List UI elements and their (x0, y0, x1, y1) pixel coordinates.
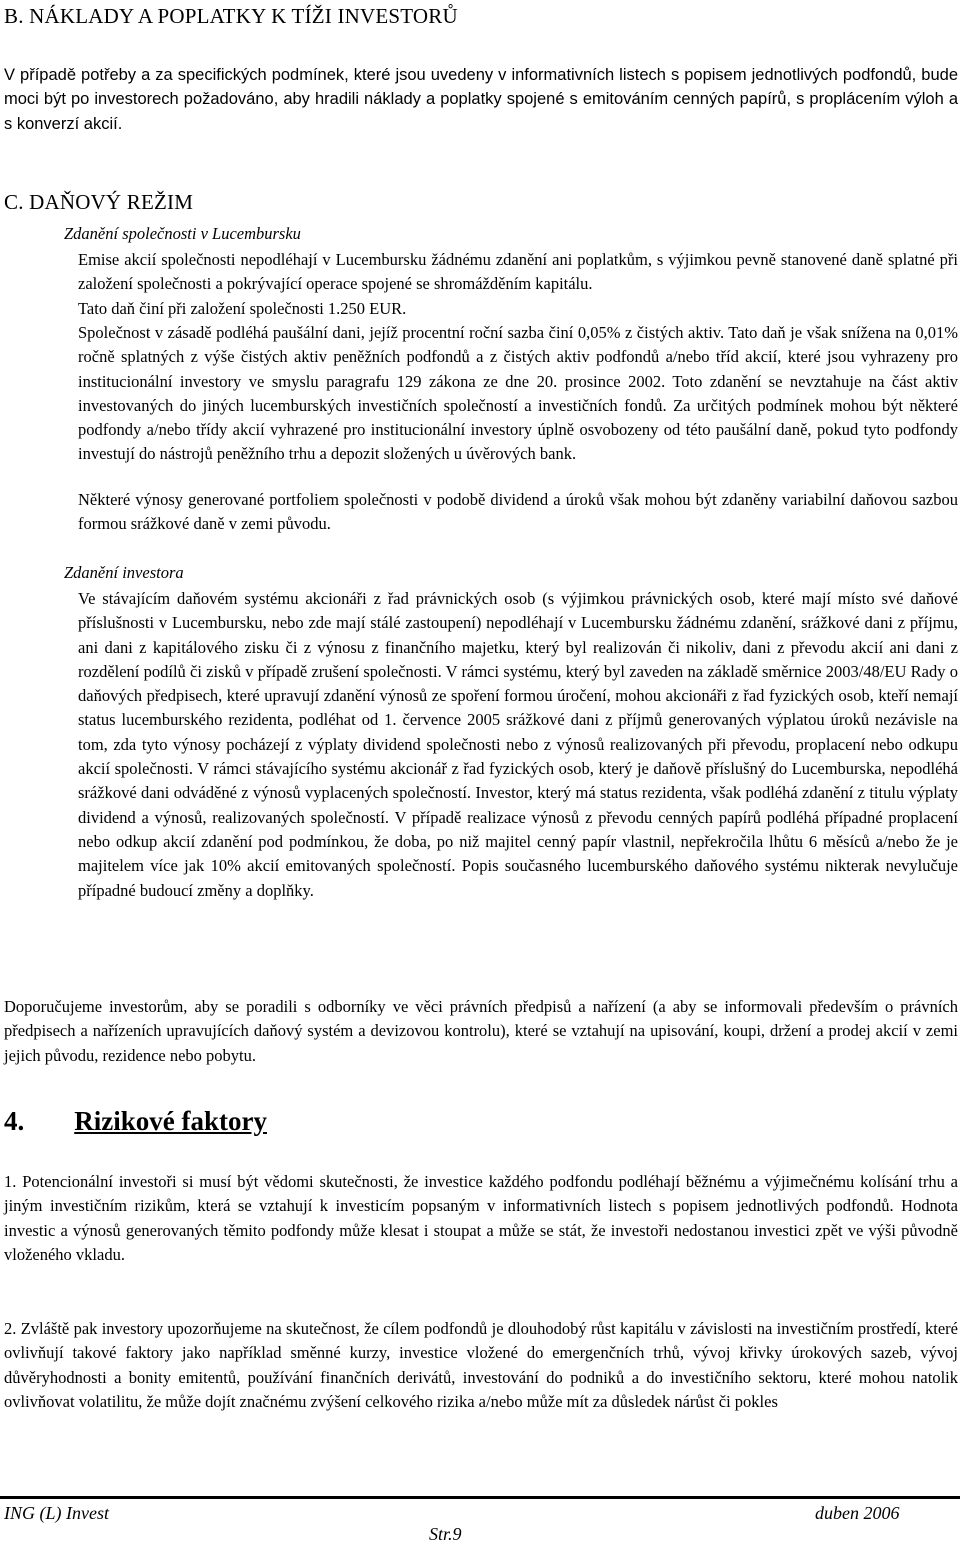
company-tax-subheading: Zdanění společnosti v Lucembursku (64, 224, 301, 243)
investor-tax-paragraph: Ve stávajícím daňovém systému akcionáři z řad právnických osob (s výjimkou právnických osob, které mají místo své daňové příslušnosti v Lucembursku, nebo zde mají stálé zastoupení) nepodléhají v Lucembursku žádnému zdanění, srážkové dani z příjmu, ani dani z kapitálového zisku či z výnosu z finančního majetku, který byl realizován či nikoliv, dani z převodu akcií ani dani z rozdělení podílů či zisků v případě zrušení společnosti. V rámci systému, který byl zaveden na základě směrnice 2003/48/EU Rady o daňových předpisech, které upravují zdanění výnosů ze spoření formou úročení, mohou akcionáři z řad fyzických osob, kteří nemají status lucemburského rezidenta, podléhat od 1. července 2005 srážkové dani z příjmů generovaných výplatou úroků nezávisle na tom, zda tyto výnosy pocházejí z výplaty dividend společnosti nebo z výnosů realizovaných při převodu, proplacení nebo odkupu akcií společnosti. V rámci stávajícího systému akcionář z řad fyzických osob, který je daňově příslušný do Lucemburska, nepodléhá srážkové dani odváděné z výnosů vyplacených společností. Investor, který má status rezidenta, však podléhá zdanění z titulu výplaty dividend a výnosů, realizovaných společností. V případě realizace výnosů z převodu cenných papírů podléhá případné proplacení nebo odkup akcií zdanění pod podmínkou, že doba, po niž majitel cenný papír vlastnil, nepřekročila lhůtu 6 měsíců a/nebo že je majitelem více jak 10% akcií emitovaných společností. Popis současného lucemburského daňového systému nikterak nevylučuje případné budoucí změny a doplňky. (78, 589, 958, 900)
investor-tax-subheading: Zdanění investora (64, 563, 184, 582)
section-4-heading (4, 1106, 267, 1137)
section-b-text: V případě potřeby a za specifických podmínek, které jsou uvedeny v informativních listech s popisem jednotlivých podfondů, bude moci být po investorech požadováno, aby hradili náklady a poplatky spojené s emitováním cenných papírů, s proplácením výloh a s konverzí akcií. (4, 66, 958, 133)
section-c-heading: C. DAŇOVÝ REŽIM (4, 190, 194, 214)
section-b-heading: B. NÁKLADY A POPLATKY K TÍŽI INVESTORŮ (4, 4, 458, 28)
risk-item-2: 2. Zvláště pak investory upozorňujeme na skutečnost, že cílem podfondů je dlouhodobý růst kapitálu v závislosti na investičním prostředí, které ovlivňují takové faktory jako například směnné kurzy, investice vložené do emergenčních trhů, vývoj křivky úrokových sazeb, vývoj důvěryhodnosti a bonity emitentů, používání finančních derivátů, investování do podniků a do investičního sektoru, které mohou natolik ovlivňovat volatilitu, že může dojít značnému zvýšení celkového rizika a/nebo může mít za důsledek nárůst či pokles (4, 1319, 958, 1411)
recommendation-paragraph: Doporučujeme investorům, aby se poradili s odborníky ve věci právních předpisů a nařízení (a aby se informovali především o právních předpisech a nařízeních upravujících daňový systém a devizovou kontrolu), které se vztahují na upisování, koupi, držení a prodej akcií v zemi jejich původu, rezidence nebo pobytu. (4, 997, 958, 1065)
footer-left: ING (L) Invest (4, 1503, 109, 1523)
risk-item-1: 1. Potencionální investoři si musí být vědomi skutečnosti, že investice každého podfondu podléhají běžnému a výjimečnému kolísání trhu a jiným investičním rizikům, která se vztahují k investicím popsaným v informativních listech s popisem jednotlivých podfondů. Hodnota investic a výnosů generovaných těmito podfondy může klesat i stoupat a může se stát, že investoři nedostanou investici zpět ve výši původně vloženého vkladu. (4, 1172, 958, 1264)
section-4-title: Rizikové faktory (74, 1106, 267, 1136)
footer-rule (0, 1496, 960, 1499)
company-tax-paragraph-4: Některé výnosy generované portfoliem společnosti v podobě dividend a úroků však mohou být zdaněny variabilní daňovou sazbou formou srážkové daně v zemi původu. (78, 490, 958, 534)
company-tax-paragraph-1: Emise akcií společnosti nepodléhají v Lucembursku žádnému zdanění ani poplatkům, s výjimkou pevně stanovené daně splatné při založení společnosti a pokrývající operace spojené se shromážděním kapitálu. (78, 250, 958, 294)
company-tax-paragraph-3: Společnost v zásadě podléhá paušální dani, jejíž procentní roční sazba činí 0,05% z čistých aktiv. Tato daň je však snížena na 0,01% ročně splatných z výše čistých aktiv peněžních podfondů a z čistých aktiv podfondů a/nebo tříd akcií, které jsou vyhrazeny pro institucionální investory ve smyslu paragrafu 129 zákona ze dne 20. prosince 2002. Toto zdanění se nevztahuje na část aktiv investovaných do jiných lucemburských investičních společností a investičních fondů. Za určitých podmínek mohou být některé podfondy a/nebo třídy akcií vyhrazené pro institucionální investory úplně osvobozeny od této paušální daně, pokud tyto podfondy investují do nástrojů peněžního trhu a depozit složených u úvěrových bank. (78, 323, 958, 464)
footer-date: duben 2006 (815, 1503, 900, 1523)
section-4-number: 4. (4, 1106, 25, 1136)
page-number: Str.9 (429, 1524, 462, 1544)
company-tax-paragraph-2: Tato daň činí při založení společnosti 1.250 EUR. (78, 299, 407, 318)
